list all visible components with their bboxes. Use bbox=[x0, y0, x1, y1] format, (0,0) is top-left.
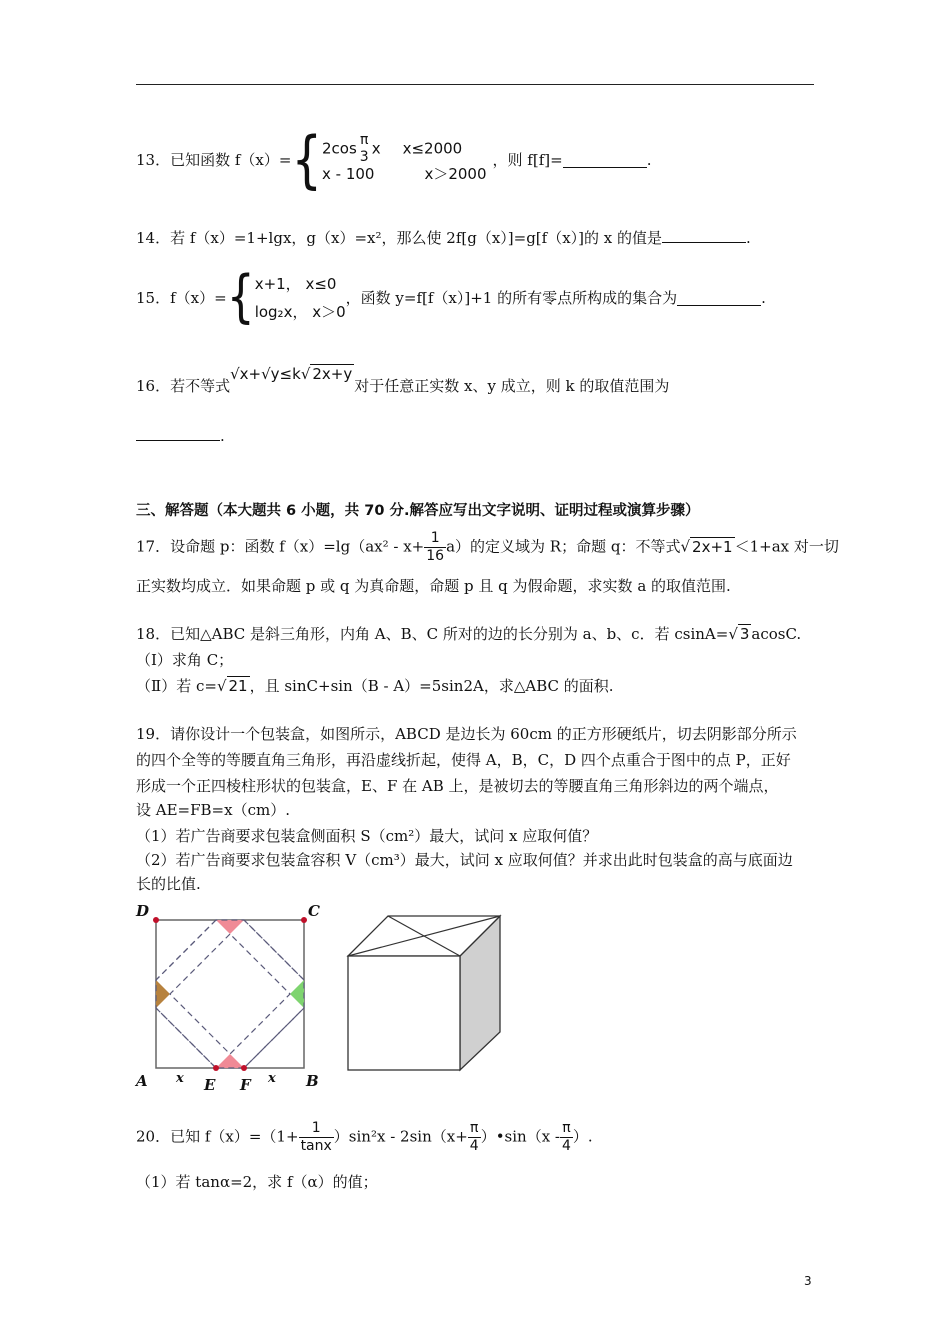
answer-blank-16[interactable] bbox=[136, 426, 220, 441]
header-rule bbox=[136, 84, 814, 85]
piecewise-cases-15: x+1， x≤0 log₂x， x＞0 bbox=[254, 275, 346, 321]
piecewise-brace-15: { bbox=[226, 264, 255, 331]
answer-blank-13[interactable] bbox=[563, 153, 647, 168]
question-20: 20．已知 f（x）=（1+ $\frac{1}{\tan x}$ ）sin²x - 2sin（x+ $\frac{\pi}{4}$ ）•sin（x - $\frac{\pi}{4}$ ）. bbox=[136, 1120, 593, 1154]
radical-2x+1: √ 2x+1 bbox=[680, 537, 733, 556]
square-ABCD bbox=[156, 920, 304, 1068]
answer-blank-15[interactable] bbox=[677, 291, 761, 306]
fraction-1-16: $\frac{1}{16}$ bbox=[426, 530, 445, 564]
section-3-title: 三、解答题（本大题共 6 小题，共 70 分.解答应写出文字说明、证明过程或演算步骤） bbox=[136, 503, 700, 519]
question-15: 15．f（x）={ x+1， x≤0 log₂x， x＞0 ，函数 y=f[f（x）]+1 的所有零点所构成的集合为 . bbox=[136, 264, 766, 331]
question-19-part2: （2）若广告商要求包装盒容积 V（cm³）最大，试问 x 应取何值？并求出此时包装盒的高与底面边 bbox=[136, 851, 793, 869]
question-17: 17．设命题 p：函数 f（x）=lg（ax² - x+ $\frac{1}{16}$ a）的定义域为 R；命题 q：不等式√ 2x+1 ＜1+ax 对一切 bbox=[136, 530, 839, 564]
page-number: 3 bbox=[804, 1274, 812, 1288]
question-20-part1: （1）若 tanα=2，求 f（α）的值； bbox=[136, 1173, 378, 1191]
label-D: D bbox=[136, 902, 150, 920]
label-C: C bbox=[308, 902, 320, 920]
cut-triangle-bottom bbox=[216, 1054, 244, 1068]
question-18-part1: （Ⅰ）求角 C； bbox=[136, 651, 234, 669]
question-16: 16．若不等式√x+√y≤k√ 2x+y对于任意正实数 x、y 成立，则 k 的取值范围为 bbox=[136, 365, 670, 395]
question-19-line7: 长的比值. bbox=[136, 875, 201, 893]
label-F: F bbox=[240, 1076, 251, 1094]
piecewise-cases: 2cos π 3 x x≤2000 x - 100 x＞2000 bbox=[322, 132, 487, 183]
label-E: E bbox=[204, 1076, 216, 1094]
question-14: 14．若 f（x）=1+lgx，g（x）=x²，那么使 2f[g（x）]=g[f（x）]的 x 的值是 . bbox=[136, 229, 751, 247]
question-19-line4: 设 AE=FB=x（cm）. bbox=[136, 801, 290, 819]
question-19-line3: 形成一个正四棱柱形状的包装盒，E、F 在 AB 上，是被切去的等腰直角三角形斜边的两个端点， bbox=[136, 777, 779, 795]
question-13: 13．已知函数 f（x）={ 2cos π 3 x x≤2000 x - 100 x＞2000 ，则 f[f]= . bbox=[136, 123, 652, 197]
question-18: 18．已知△ABC 是斜三角形，内角 A、B、C 所对的边的长分别为 a、b、c．若 csinA=√ 3 acosC. bbox=[136, 625, 802, 643]
question-17-line2: 正实数均成立．如果命题 p 或 q 为真命题，命题 p 且 q 为假命题，求实数 a 的取值范围. bbox=[136, 577, 731, 595]
box-front-face bbox=[348, 956, 460, 1070]
label-A: A bbox=[136, 1072, 148, 1090]
label-x-left: x bbox=[176, 1071, 184, 1086]
label-B: B bbox=[306, 1072, 319, 1090]
question-19-line2: 的四个全等的等腰直角三角形，再沿虚线折起，使得 A，B，C，D 四个点重合于图中的点 P，正好 bbox=[136, 751, 791, 769]
answer-blank-14[interactable] bbox=[662, 228, 746, 243]
piecewise-brace: { bbox=[291, 123, 322, 197]
question-19-part1: （1）若广告商要求包装盒侧面积 S（cm²）最大，试问 x 应取何值？ bbox=[136, 827, 598, 845]
question-19-line1: 19．请你设计一个包装盒，如图所示，ABCD 是边长为 60cm 的正方形硬纸片，切去阴影部分所示 bbox=[136, 725, 797, 743]
inequality-expression: √x+√y≤k√ 2x+y bbox=[230, 365, 353, 383]
cut-triangle-left bbox=[156, 980, 170, 1008]
square-cutout-figure bbox=[132, 896, 332, 1096]
question-18-part2: （Ⅱ）若 c=√ 21 ，且 sinC+sin（B - A）=5sin2A，求△ABC 的面积. bbox=[136, 677, 614, 695]
cut-triangle-top bbox=[216, 920, 244, 934]
question-16-cont: . bbox=[136, 426, 225, 446]
inner-diamond bbox=[170, 934, 290, 1054]
outer-diamond bbox=[156, 920, 304, 1068]
cut-triangle-right bbox=[290, 980, 304, 1008]
label-x-right: x bbox=[268, 1071, 276, 1086]
box-figure bbox=[342, 904, 512, 1074]
